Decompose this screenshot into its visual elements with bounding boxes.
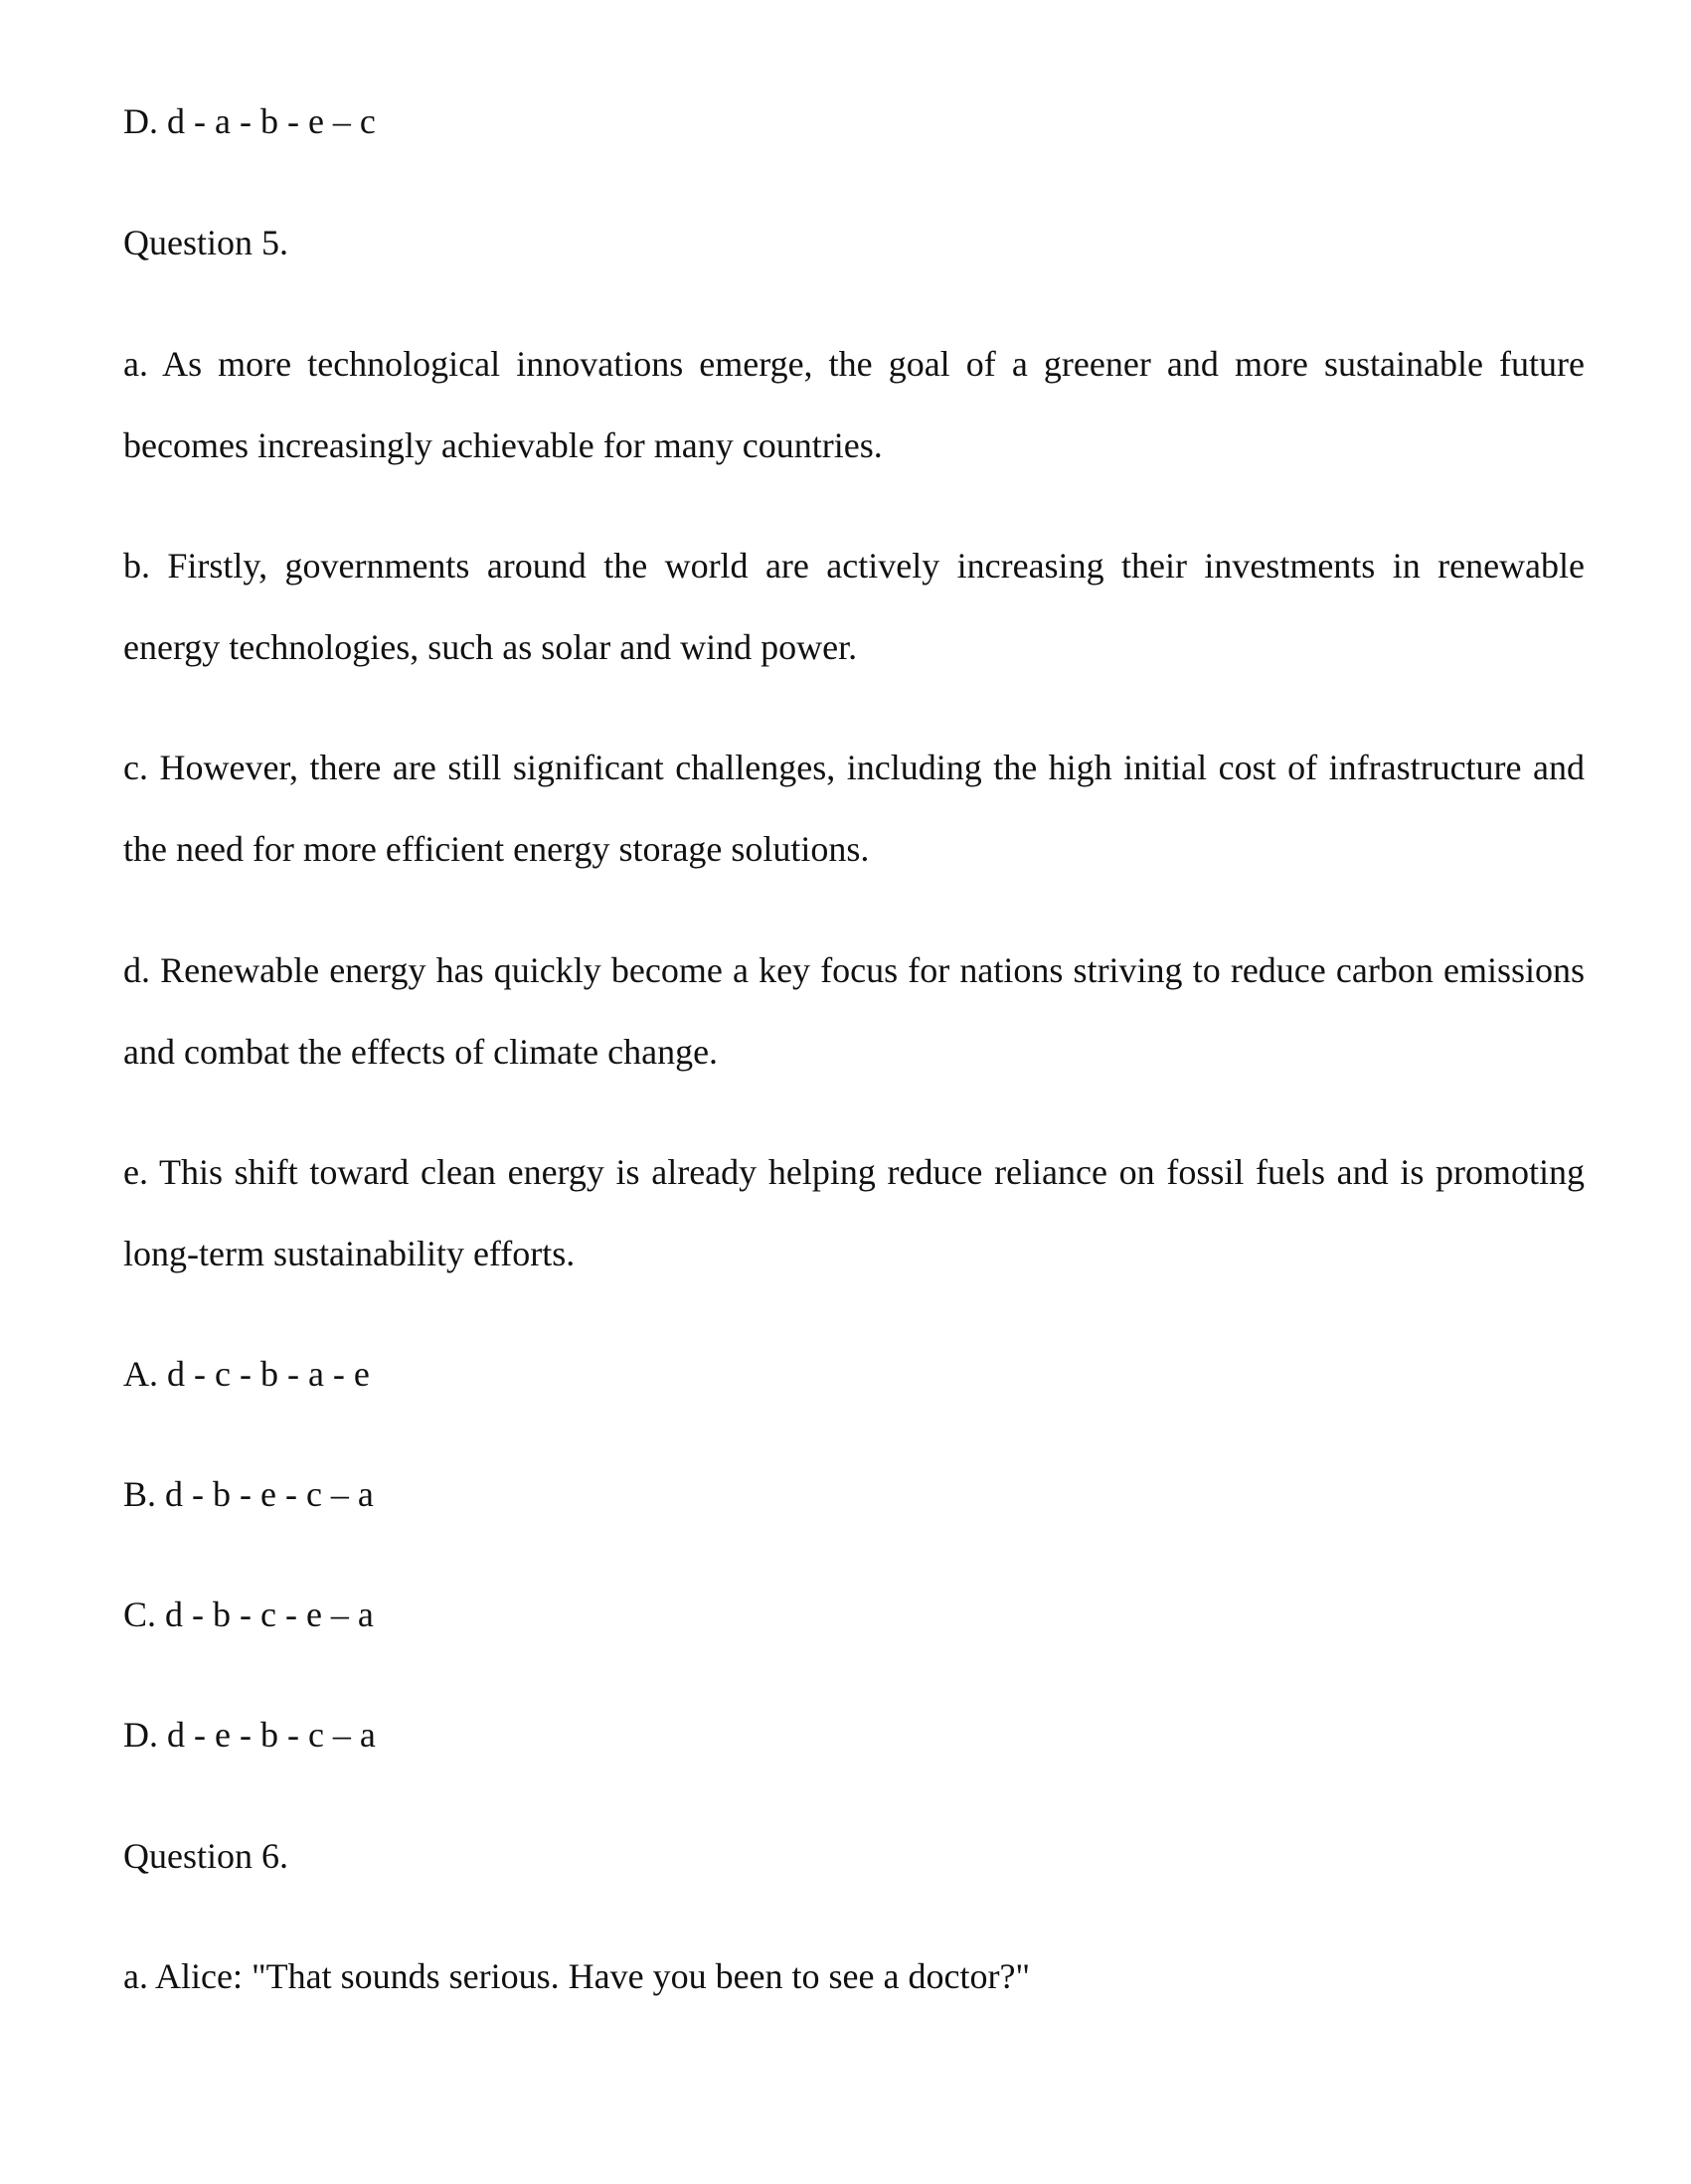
q5-sentence-c-line1: c. However, there are still significant challenges, including the high initial cost of infrastructure and <box>123 748 1585 787</box>
q5-option-b: B. d - b - e - c – a <box>123 1474 374 1514</box>
prev-option-d: D. d - a - b - e – c <box>123 101 376 141</box>
q5-sentence-a-line1: a. As more technological innovations emerge, the goal of a greener and more sustainable future <box>123 344 1585 384</box>
q5-sentence-b-line1: b. Firstly, governments around the world are actively increasing their investments in renewable <box>123 546 1585 586</box>
question-6-title: Question 6. <box>123 1836 288 1876</box>
q5-sentence-e-line2: long-term sustainability efforts. <box>123 1234 576 1273</box>
q5-sentence-c-line2: the need for more efficient energy storage solutions. <box>123 829 870 869</box>
q5-sentence-e-line1: e. This shift toward clean energy is already helping reduce reliance on fossil fuels and is promoting <box>123 1152 1585 1192</box>
q5-option-d: D. d - e - b - c – a <box>123 1715 376 1755</box>
q5-option-c: C. d - b - c - e – a <box>123 1595 374 1634</box>
q5-sentence-a-line2: becomes increasingly achievable for many countries. <box>123 425 883 465</box>
question-5-title: Question 5. <box>123 223 288 262</box>
q6-sentence-a: a. Alice: "That sounds serious. Have you been to see a doctor?" <box>123 1956 1031 1996</box>
q5-sentence-b-line2: energy technologies, such as solar and wind power. <box>123 627 858 667</box>
q5-sentence-d-line2: and combat the effects of climate change. <box>123 1032 719 1072</box>
q5-option-a: A. d - c - b - a - e <box>123 1354 370 1394</box>
q5-sentence-d-line1: d. Renewable energy has quickly become a key focus for nations striving to reduce carbon emissions <box>123 950 1585 990</box>
